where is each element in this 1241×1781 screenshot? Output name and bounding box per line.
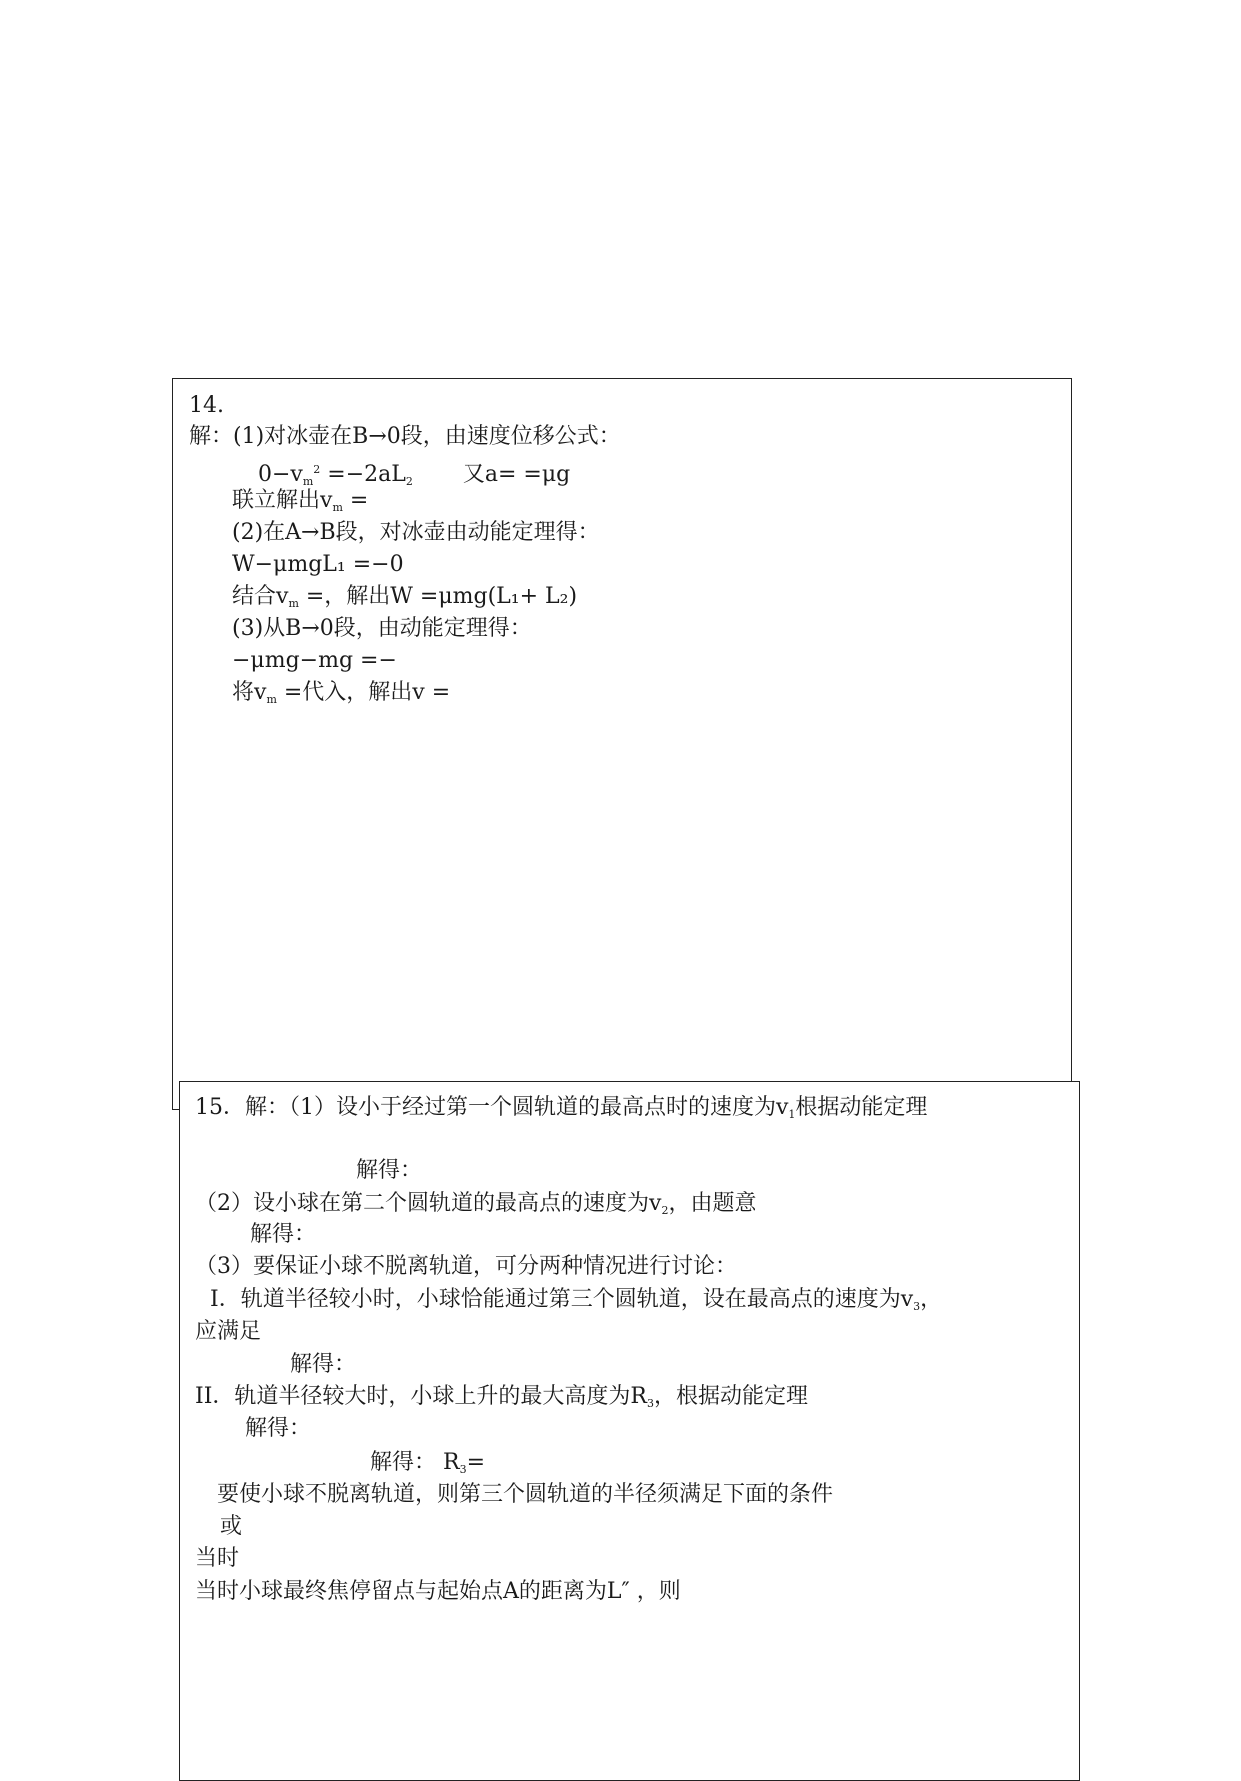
solution-line: （2）设小球在第二个圆轨道的最高点的速度为$v_2$，由题意 [195,1191,757,1217]
solution-line: 解得： [250,1222,317,1247]
solution-line: I．轨道半径较小时，小球恰能通过第三个圆轨道，设在最高点的速度为$v_3$， [210,1287,943,1313]
solution-line: 解：(1)对冰壶在B→0段，由速度位移公式： [189,424,621,449]
problem-number: 14. [189,393,224,418]
solution-line: 解得： [290,1352,357,1377]
solution-line: 解得： [245,1416,312,1441]
solution-line: (2)在A→B段，对冰壶由动能定理得： [232,520,600,545]
solution-line: (3)从B→0段，由动能定理得： [232,616,532,641]
equation-line: W−μmgL₁ =−0 [232,552,404,577]
solution-line: 要使小球不脱离轨道，则第三个圆轨道的半径须满足下面的条件 [217,1482,834,1507]
solution-line: 当时 [195,1546,240,1571]
solution-line: II．轨道半径较大时，小球上升的最大高度为$R_3$，根据动能定理 [195,1384,808,1410]
solution-line: （3）要保证小球不脱离轨道，可分两种情况进行讨论： [195,1254,737,1279]
solution-line: 当时小球最终焦停留点与起始点A的距离为L″ ，则 [195,1579,681,1604]
solution-line: 解得： $R_3=$ [370,1450,485,1476]
solution-line: 将$v_m$ =代入，解出v = [232,680,451,706]
solution-line: 15．解：（1）设小于经过第一个圆轨道的最高点时的速度为$v_1$根据动能定理 [195,1095,928,1121]
solution-line: 应满足 [195,1319,262,1344]
problem-14-box [172,378,1072,1110]
solution-line: 联立解出$v_m$ = [232,488,369,514]
equation-line: $0-v_m^2 =-2aL_2$ 又a= =μg [258,462,571,488]
problem-15-box [179,1081,1080,1781]
solution-line: 结合$v_m$ =，解出W =μmg(L₁+ L₂) [232,584,578,610]
solution-line: 或 [220,1514,243,1539]
equation-line: −μmg−mg =− [232,648,397,673]
solution-line: 解得： [356,1158,423,1183]
